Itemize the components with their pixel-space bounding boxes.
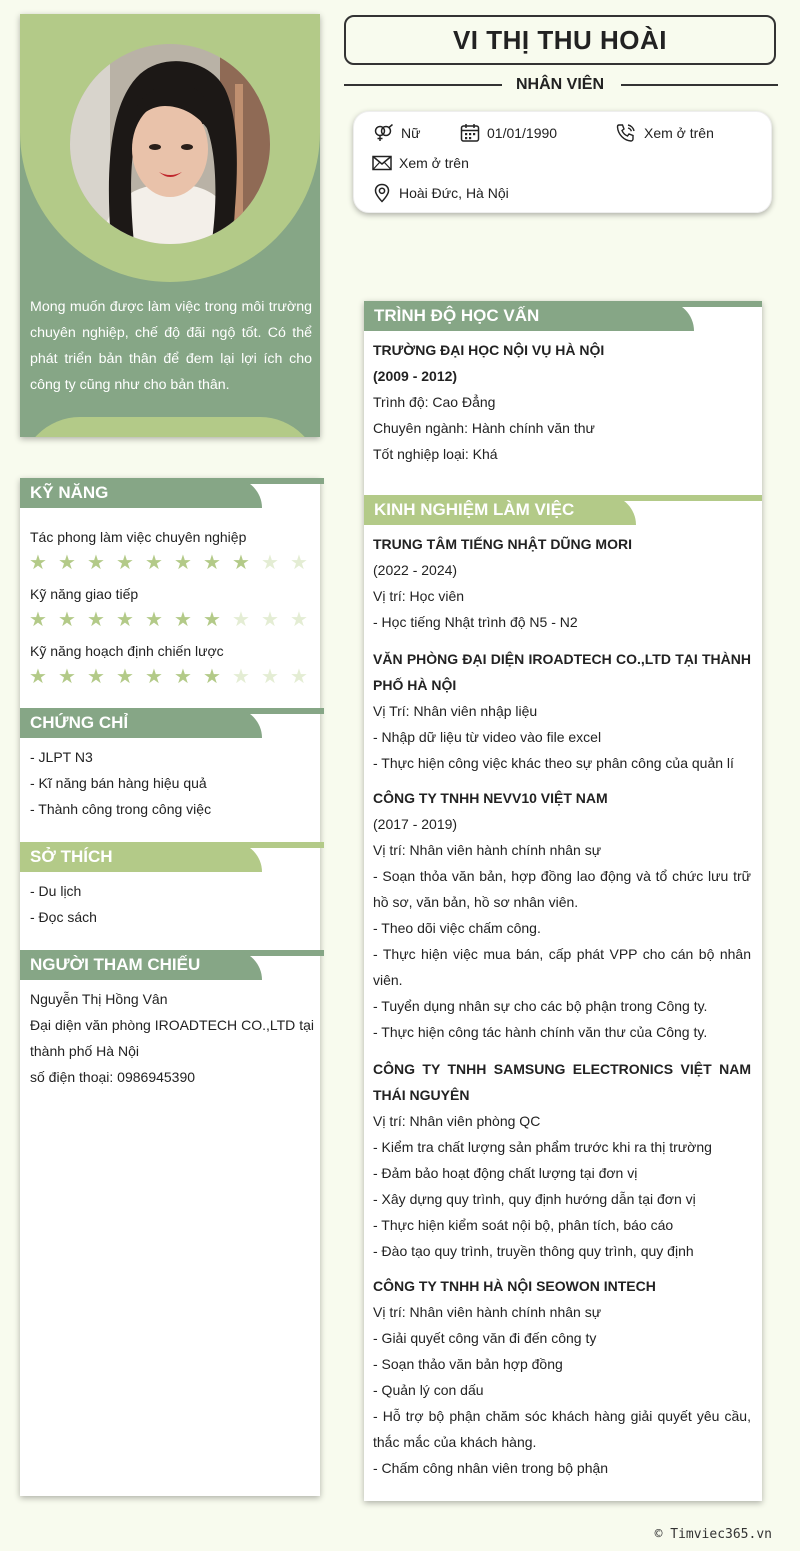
location-pin-icon [372,183,392,203]
star-icon: ★ [174,552,192,574]
certificate-item: - Thành công trong công việc [30,801,212,817]
education-title: TRÌNH ĐỘ HỌC VẤN [374,306,540,325]
star-icon: ★ [58,609,76,631]
calendar-icon [460,123,480,143]
star-icon: ★ [174,666,192,688]
certificates-header [20,708,324,738]
star-icon: ★ [29,552,47,574]
contact-address [372,183,509,203]
job-entry [373,1273,751,1481]
education-line: Chuyên ngành: Hành chính văn thư [373,420,595,436]
job-detail: - Tuyển dụng nhân sự cho các bộ phận trong Công ty. [373,998,708,1014]
contact-birthday [460,123,557,143]
job-company: VĂN PHÒNG ĐẠI DIỆN IROADTECH CO.,LTD TẠI THÀNH PHỐ HÀ NỘI [373,651,751,693]
star-icon: ★ [261,666,279,688]
star-icon: ★ [116,666,134,688]
job-detail: - Thực hiện kiểm soát nội bộ, phân tích, báo cáo [373,1217,674,1233]
job-entry [373,785,751,1045]
role-divider-right [621,84,778,86]
skills-header [20,478,324,508]
star-icon: ★ [116,552,134,574]
gender-value: Nữ [401,125,421,141]
star-icon: ★ [290,666,308,688]
reference-position: Đại diện văn phòng IROADTECH CO.,LTD tại thành phố Hà Nội [30,1017,314,1059]
phone-value: Xem ở trên [644,125,714,141]
star-icon: ★ [116,609,134,631]
skill-rating [28,610,309,630]
job-position: Vị trí: Học viên [373,588,465,604]
job-company: CÔNG TY TNHH NEVV10 VIỆT NAM [373,790,608,806]
experience-title: KINH NGHIỆM LÀM VIỆC [374,500,575,519]
job-detail: - Hỗ trợ bộ phận chăm sóc khách hàng giải quyết yêu cầu, thắc mắc của khách hàng. [373,1408,751,1450]
school-name: TRƯỜNG ĐẠI HỌC NỘI VỤ HÀ NỘI [373,342,605,358]
profile-card [20,14,320,437]
skill-rating [28,667,309,687]
mail-icon [372,155,392,171]
job-detail: - Thực hiện công tác hành chính văn thư của Công ty. [373,1024,708,1040]
reference-name: Nguyễn Thị Hồng Vân [30,991,168,1007]
star-icon: ★ [232,666,250,688]
job-position: Vị trí: Nhân viên hành chính nhân sự [373,842,602,858]
education-line: Trình độ: Cao Đẳng [373,394,496,410]
birthday-value: 01/01/1990 [487,125,558,141]
star-icon: ★ [87,552,105,574]
job-entry [373,1056,751,1264]
hobbies-header [20,842,324,872]
address-value: Hoài Đức, Hà Nội [399,185,509,201]
skill-name: Kỹ năng giao tiếp [30,586,139,602]
star-icon: ★ [232,552,250,574]
contact-phone [615,123,714,143]
star-icon: ★ [203,666,221,688]
star-icon: ★ [290,552,308,574]
job-detail: - Thực hiện công việc khác theo sự phân công của quản lí [373,755,734,771]
star-icon: ★ [87,666,105,688]
references-header [20,950,324,980]
email-value: Xem ở trên [399,155,469,171]
bottom-wave-decoration [20,417,320,437]
hobby-item: - Đọc sách [30,909,97,925]
star-icon: ★ [203,552,221,574]
star-icon: ★ [203,609,221,631]
job-position: Vị trí: Nhân viên phòng QC [373,1113,541,1129]
avatar-photo [70,44,270,244]
phone-icon [615,123,637,143]
job-company: TRUNG TÂM TIẾNG NHẬT DŨNG MORI [373,536,632,552]
skill-rating [28,553,309,573]
job-detail: - Thực hiện việc mua bán, cấp phát VPP cho cán bộ nhân viên. [373,946,751,988]
job-detail: - Quản lý con dấu [373,1382,484,1398]
star-icon: ★ [261,552,279,574]
skill-name: Tác phong làm việc chuyên nghiệp [30,529,247,545]
skills-title: KỸ NĂNG [30,483,109,502]
job-detail: - Đảm bảo hoạt động chất lượng tại đơn vị [373,1165,638,1181]
job-position: Vị Trí: Nhân viên nhập liệu [373,703,538,719]
job-detail: - Theo dõi việc chấm công. [373,920,541,936]
star-icon: ★ [29,609,47,631]
job-detail: - Soạn thỏa văn bản, hợp đồng lao động và tổ chức lưu trữ hồ sơ, văn bản, hồ sơ nhân viên. [373,868,751,910]
copyright: © Timviec365.vn [654,1527,772,1542]
job-period: (2017 - 2019) [373,816,458,832]
job-company: CÔNG TY TNHH HÀ NỘI SEOWON INTECH [373,1278,656,1294]
star-icon: ★ [87,609,105,631]
star-icon: ★ [232,609,250,631]
education-entry [373,337,751,467]
job-detail: - Kiểm tra chất lượng sản phẩm trước khi ra thị trường [373,1139,712,1155]
star-icon: ★ [58,552,76,574]
star-icon: ★ [261,609,279,631]
gender-icon [372,124,394,142]
job-detail: - Nhập dữ liệu từ video vào file excel [373,729,602,745]
contact-email [372,153,469,173]
job-detail: - Chấm công nhân viên trong bộ phận [373,1460,609,1476]
name-box [344,15,776,65]
job-detail: - Giải quyết công văn đi đến công ty [373,1330,597,1346]
certificate-item: - JLPT N3 [30,749,93,765]
job-detail: - Soạn thảo văn bản hợp đồng [373,1356,563,1372]
contact-card [353,111,772,213]
star-icon: ★ [58,666,76,688]
job-entry [373,646,751,776]
full-name: VI THỊ THU HOÀI [452,25,668,55]
job-title: NHÂN VIÊN [515,76,604,93]
left-column [20,478,320,1496]
star-icon: ★ [290,609,308,631]
job-position: Vị trí: Nhân viên hành chính nhân sự [373,1304,602,1320]
references-title: NGƯỜI THAM CHIẾU [30,955,201,974]
right-column [364,301,762,1501]
star-icon: ★ [145,666,163,688]
reference-phone: số điện thoại: 0986945390 [30,1069,196,1085]
job-period: (2022 - 2024) [373,562,458,578]
skill-name: Kỹ năng hoạch định chiến lược [30,643,224,659]
hobbies-title: SỞ THÍCH [30,847,113,866]
star-icon: ★ [145,609,163,631]
education-period: (2009 - 2012) [373,368,458,384]
education-header [364,301,762,331]
star-icon: ★ [145,552,163,574]
certificate-item: - Kĩ năng bán hàng hiệu quả [30,775,207,791]
hobby-item: - Du lịch [30,883,82,899]
job-detail: - Xây dựng quy trình, quy định hướng dẫn tại đơn vị [373,1191,696,1207]
job-company: CÔNG TY TNHH SAMSUNG ELECTRONICS VIỆT NAM THÁI NGUYÊN [373,1061,751,1103]
job-detail: - Học tiếng Nhật trình độ N5 - N2 [373,614,578,630]
star-icon: ★ [29,666,47,688]
certificates-title: CHỨNG CHỈ [30,713,129,732]
job-entry [373,531,751,635]
experience-header [364,495,762,525]
avatar [70,44,270,244]
job-detail: - Đào tạo quy trình, truyền thông quy trình, quy định [373,1243,694,1259]
education-line: Tốt nghiệp loại: Khá [373,446,498,462]
career-objective: Mong muốn được làm việc trong môi trường chuyên nghiệp, chế độ đãi ngộ tốt. Có thể phát triển bản thân để đem lại lợi ích cho công ty cũng như cho bản thân. [30,299,312,393]
star-icon: ★ [174,609,192,631]
role-divider-left [344,84,502,86]
contact-gender [372,123,420,143]
